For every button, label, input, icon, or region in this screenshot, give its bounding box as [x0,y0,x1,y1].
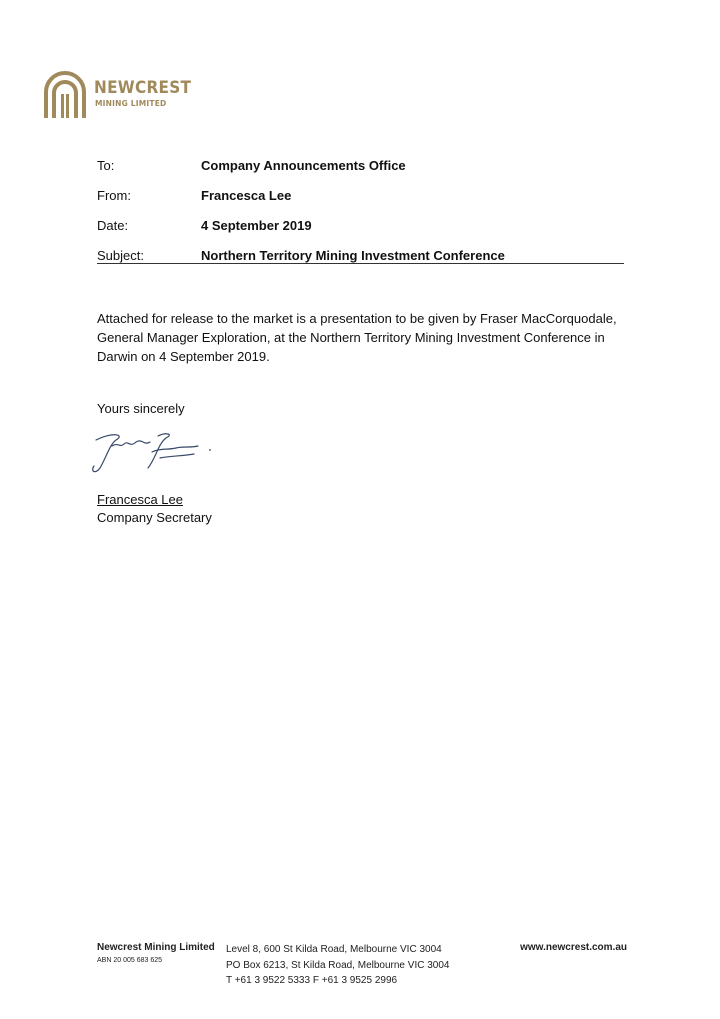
footer-address-line: T +61 3 9522 5333 F +61 3 9525 2996 [226,975,398,986]
memo-label: Date: [97,218,129,233]
brand-subtitle: MINING LIMITED [95,99,167,108]
memo-row-subject [97,240,624,270]
memo-value: Francesca Lee [201,188,292,203]
memo-value: 4 September 2019 [201,218,312,233]
signer-name: Francesca Lee [97,492,183,507]
memo-label: From: [97,188,131,203]
closing-salutation: Yours sincerely [97,401,185,416]
memo-row-date [97,210,624,240]
body-paragraph: Attached for release to the market is a presentation to be given by Fraser MacCorquodale, General Manager Exploration, at the Northern Territory Mining Investment Conference in Darwin on 4 September 2019. [97,311,617,364]
footer-address [226,942,449,989]
newcrest-emblem-icon [42,70,90,120]
memo-row-to [97,150,624,180]
memo-value: Northern Territory Mining Investment Conference [201,248,505,263]
brand-name: NEWCREST [94,78,192,98]
footer-address-line: Level 8, 600 St Kilda Road, Melbourne VIC 3004 [226,944,442,955]
newcrest-logo [42,70,192,120]
footer-address-line: PO Box 6213, St Kilda Road, Melbourne VIC 3004 [226,959,450,971]
memo-label: To: [97,158,115,173]
footer-abn: ABN 20 005 683 625 [97,957,162,964]
footer-company: Newcrest Mining Limited [97,942,215,953]
footer-website: www.newcrest.com.au [520,942,627,953]
signer-title: Company Secretary [97,510,212,525]
memo-value: Company Announcements Office [201,158,406,173]
handwritten-signature [86,428,216,478]
memo-row-from [97,180,624,210]
memo-divider [97,263,624,264]
signer-block [97,491,212,527]
memo-label: Subject: [97,248,144,263]
memo-header [97,150,624,270]
